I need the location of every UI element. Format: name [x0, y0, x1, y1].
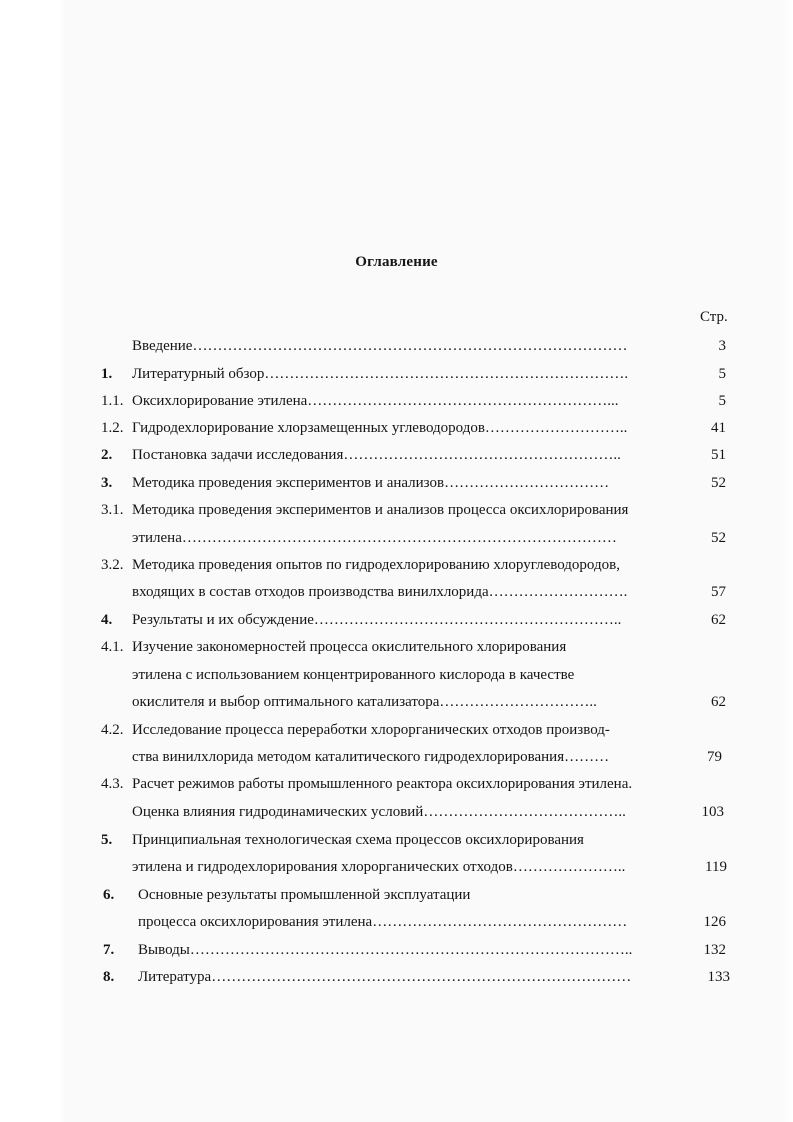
toc-entry-number: 7. [103, 942, 115, 958]
toc-entry-text: Оксихлорирование этилена……………………………………………………... [132, 393, 619, 409]
toc-entry-text: Результаты и их обсуждение…………………………………………………….. [132, 612, 622, 628]
toc-entry [0, 364, 793, 384]
toc-entry-page: 133 [707, 969, 730, 985]
toc-entry-text: этилена и гидродехлорирования хлорорганических отходов………………….. [132, 859, 626, 875]
toc-entry-number: 4.2. [101, 722, 124, 738]
toc-entry-page: 3 [718, 338, 726, 354]
toc-entry [0, 940, 793, 960]
toc-entry [0, 830, 793, 850]
toc-entry-text: Постановка задачи исследования……………………………………………….. [132, 447, 621, 463]
toc-entry [0, 555, 793, 575]
toc-entry [0, 445, 793, 465]
toc-entry-page: 119 [705, 859, 727, 875]
toc-entry-continuation [0, 747, 793, 767]
page-column-header: Стр. [700, 309, 728, 325]
toc-entry-page: 52 [711, 475, 726, 491]
toc-entry-number: 4. [101, 612, 113, 628]
toc-entry-text: Принципиальная технологическая схема процессов оксихлорирования [132, 832, 584, 848]
toc-entry-continuation [0, 665, 793, 685]
toc-entry-page: 57 [711, 584, 726, 600]
toc-entry [0, 418, 793, 438]
toc-entry [0, 610, 793, 630]
toc-entry-text: Основные результаты промышленной эксплуатации [138, 887, 471, 903]
toc-entry-number: 3.2. [101, 557, 124, 573]
toc-entry-text: этилена с использованием концентрированного кислорода в качестве [132, 667, 575, 683]
toc-entry-page: 5 [718, 366, 726, 382]
toc-entry-continuation [0, 857, 793, 877]
toc-entry-number: 1.1. [101, 393, 124, 409]
toc-title: Оглавление [355, 254, 438, 270]
toc-entry-number: 5. [101, 832, 113, 848]
toc-entry-page: 103 [701, 804, 724, 820]
toc-entry-text: ства винилхлорида методом каталитического гидродехлорирования……… [132, 749, 610, 765]
toc-entry-continuation [0, 692, 793, 712]
toc-entry-page: 5 [718, 393, 726, 409]
toc-entry [0, 885, 793, 905]
toc-entry [0, 967, 793, 987]
toc-entry-number: 1. [101, 366, 113, 382]
toc-entry-number: 4.1. [101, 639, 124, 655]
toc-entry-text: этилена…………………………………………………………………………… [132, 530, 617, 546]
toc-entry [0, 637, 793, 657]
toc-entry-number: 3.1. [101, 502, 124, 518]
toc-entry-page: 62 [711, 612, 726, 628]
toc-entry-text: Методика проведения экспериментов и анализов процесса оксихлорирования [132, 502, 629, 518]
toc-entry [0, 720, 793, 740]
toc-entry-page: 52 [711, 530, 726, 546]
toc-entry-continuation [0, 582, 793, 602]
toc-entry-text: Введение…………………………………………………………………………… [132, 338, 628, 354]
toc-entry-text: Методика проведения опытов по гидродехлорированию хлоруглеводородов, [132, 557, 620, 573]
toc-entry-number: 6. [103, 887, 115, 903]
toc-entry-number: 3. [101, 475, 113, 491]
toc-entry-number: 2. [101, 447, 113, 463]
toc-entry-text: процесса оксихлорирования этилена…………………………………………… [138, 914, 628, 930]
toc-entry [0, 774, 793, 794]
toc-entry-page: 62 [711, 694, 726, 710]
toc-entry-page: 41 [711, 420, 726, 436]
toc-entry-page: 51 [711, 447, 726, 463]
toc-entry-text: Изучение закономерностей процесса окислительного хлорирования [132, 639, 567, 655]
toc-entry-text: Методика проведения экспериментов и анализов…………………………… [132, 475, 610, 491]
toc-entry-text: Выводы…………………………………………………………………………….. [138, 942, 633, 958]
toc-entry [0, 336, 793, 356]
toc-entry-continuation [0, 912, 793, 932]
toc-entry-page: 132 [703, 942, 726, 958]
toc-entry-number: 8. [103, 969, 115, 985]
toc-entry-text: окислителя и выбор оптимального катализатора………………………….. [132, 694, 597, 710]
toc-entry-text: Исследование процесса переработки хлорорганических отходов производ- [132, 722, 610, 738]
toc-entry-page: 79 [707, 749, 722, 765]
toc-entry-continuation [0, 528, 793, 548]
toc-entry-text: Гидродехлорирование хлорзамещенных углеводородов……………………….. [132, 420, 628, 436]
toc-entry-text: Расчет режимов работы промышленного реактора оксихлорирования этилена. [132, 776, 633, 792]
toc-entry-text: Литература………………………………………………………………………… [138, 969, 632, 985]
toc-entry-text: входящих в состав отходов производства винилхлорида………………………. [132, 584, 628, 600]
toc-entry-number: 1.2. [101, 420, 124, 436]
toc-entry [0, 500, 793, 520]
toc-entry-number: 4.3. [101, 776, 124, 792]
toc-entry-text: Литературный обзор………………………………………………………………. [132, 366, 629, 382]
toc-entry [0, 473, 793, 493]
toc-entry-continuation [0, 802, 793, 822]
toc-entry-text: Оценка влияния гидродинамических условий………………………………….. [132, 804, 626, 820]
toc-entry [0, 391, 793, 411]
toc-entry-page: 126 [703, 914, 726, 930]
